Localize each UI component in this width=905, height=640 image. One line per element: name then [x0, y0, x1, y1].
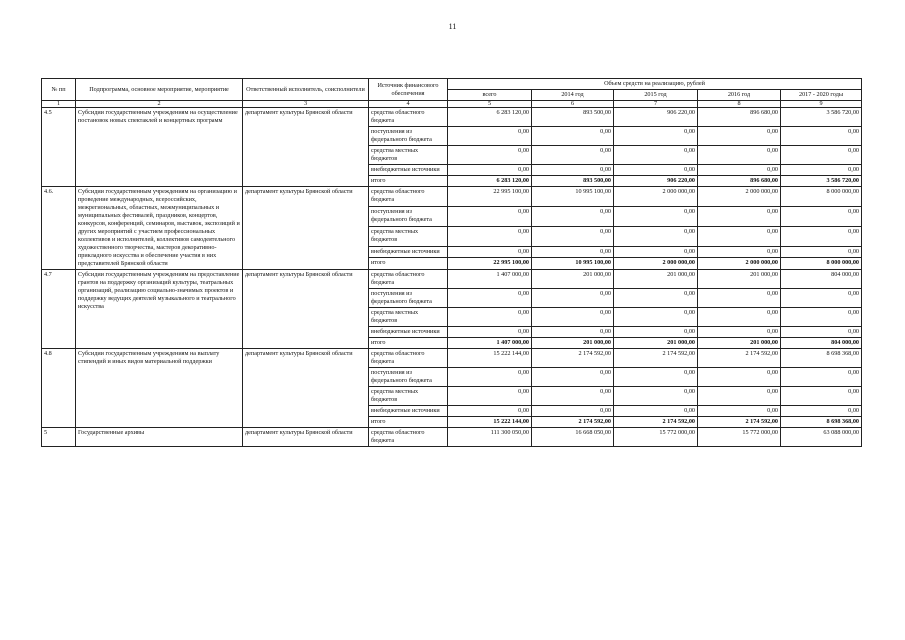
column-number-row [42, 101, 862, 108]
funding-source: средства местных бюджетов [369, 226, 448, 246]
amount-cell: 201 000,00 [614, 338, 698, 349]
amount-cell: 8 698 368,00 [781, 417, 862, 428]
header-row-1 [42, 79, 862, 90]
funding-source: поступления из федерального бюджета [369, 206, 448, 226]
amount-cell: 0,00 [614, 165, 698, 176]
executor: департамент культуры Брянской области [243, 349, 369, 428]
amount-cell: 0,00 [448, 146, 532, 165]
amount-cell: 0,00 [614, 387, 698, 406]
amount-cell: 201 000,00 [698, 338, 781, 349]
amount-cell: 2 000 000,00 [614, 258, 698, 270]
amount-cell: 0,00 [448, 206, 532, 226]
funding-source: средства областного бюджета [369, 108, 448, 127]
executor: департамент культуры Брянской области [243, 428, 369, 447]
amount-cell: 0,00 [448, 226, 532, 246]
amount-cell: 0,00 [532, 127, 614, 146]
amount-cell: 804 000,00 [781, 270, 862, 289]
amount-cell: 111 300 050,00 [448, 428, 532, 447]
amount-cell: 0,00 [781, 387, 862, 406]
activity-name: Субсидии государственным учреждениям на выплату стипендий и иных видов материальной поддержки [76, 349, 243, 428]
amount-cell: 0,00 [698, 327, 781, 338]
budget-table [41, 78, 862, 447]
amount-cell: 0,00 [698, 387, 781, 406]
amount-cell: 0,00 [614, 368, 698, 387]
amount-cell: 0,00 [781, 406, 862, 417]
amount-cell: 2 174 592,00 [532, 349, 614, 368]
amount-cell: 2 000 000,00 [614, 187, 698, 207]
funding-source: средства областного бюджета [369, 270, 448, 289]
amount-cell: 896 680,00 [698, 108, 781, 127]
amount-cell: 0,00 [698, 406, 781, 417]
amount-cell: 1 407 000,00 [448, 270, 532, 289]
header-source: Источник финансового обеспечения [369, 79, 448, 101]
amount-cell: 0,00 [448, 289, 532, 308]
amount-cell: 0,00 [614, 206, 698, 226]
amount-cell: 15 772 000,00 [614, 428, 698, 447]
amount-cell: 0,00 [698, 308, 781, 327]
amount-cell: 0,00 [448, 246, 532, 258]
table-body [42, 108, 862, 447]
row-number: 4.7 [42, 270, 76, 349]
amount-cell: 0,00 [532, 165, 614, 176]
amount-cell: 0,00 [614, 406, 698, 417]
amount-cell: 1 407 000,00 [448, 338, 532, 349]
amount-cell: 0,00 [781, 165, 862, 176]
amount-cell: 8 000 000,00 [781, 258, 862, 270]
amount-cell: 0,00 [532, 387, 614, 406]
amount-cell: 0,00 [532, 289, 614, 308]
amount-cell: 0,00 [698, 226, 781, 246]
amount-cell: 0,00 [698, 206, 781, 226]
amount-cell: 0,00 [781, 327, 862, 338]
column-number: 2 [76, 101, 243, 108]
amount-cell: 0,00 [614, 226, 698, 246]
amount-cell: 22 995 100,00 [448, 258, 532, 270]
amount-cell: 0,00 [698, 165, 781, 176]
funding-source: итого [369, 176, 448, 187]
amount-cell: 6 283 120,00 [448, 176, 532, 187]
amount-cell: 0,00 [532, 246, 614, 258]
amount-cell: 896 680,00 [698, 176, 781, 187]
amount-cell: 15 222 144,00 [448, 417, 532, 428]
amount-cell: 0,00 [448, 165, 532, 176]
amount-cell: 0,00 [698, 246, 781, 258]
funding-source: внебюджетные источники [369, 165, 448, 176]
header-total: всего [448, 90, 532, 101]
amount-cell: 10 995 100,00 [532, 187, 614, 207]
header-2017-2020: 2017 - 2020 годы [781, 90, 862, 101]
column-number: 3 [243, 101, 369, 108]
amount-cell: 10 995 100,00 [532, 258, 614, 270]
funding-source: внебюджетные источники [369, 406, 448, 417]
row-number: 4.6. [42, 187, 76, 270]
column-number: 5 [448, 101, 532, 108]
amount-cell: 201 000,00 [614, 270, 698, 289]
amount-cell: 0,00 [614, 289, 698, 308]
amount-cell: 63 088 000,00 [781, 428, 862, 447]
amount-cell: 0,00 [781, 289, 862, 308]
funding-source: средства областного бюджета [369, 428, 448, 447]
column-number: 6 [532, 101, 614, 108]
amount-cell: 0,00 [781, 308, 862, 327]
amount-cell: 893 500,00 [532, 176, 614, 187]
amount-cell: 0,00 [532, 406, 614, 417]
amount-cell: 3 586 720,00 [781, 108, 862, 127]
amount-cell: 8 698 368,00 [781, 349, 862, 368]
funding-source: поступления из федерального бюджета [369, 368, 448, 387]
amount-cell: 2 174 592,00 [532, 417, 614, 428]
header-2014: 2014 год [532, 90, 614, 101]
amount-cell: 0,00 [781, 127, 862, 146]
activity-name: Государственные архивы [76, 428, 243, 447]
funding-source: внебюджетные источники [369, 246, 448, 258]
amount-cell: 0,00 [448, 127, 532, 146]
column-number: 8 [698, 101, 781, 108]
amount-cell: 0,00 [698, 146, 781, 165]
amount-cell: 201 000,00 [698, 270, 781, 289]
amount-cell: 2 174 592,00 [698, 417, 781, 428]
amount-cell: 0,00 [448, 327, 532, 338]
amount-cell: 0,00 [614, 146, 698, 165]
amount-cell: 22 995 100,00 [448, 187, 532, 207]
table-row [42, 108, 862, 127]
header-2016: 2016 год [698, 90, 781, 101]
amount-cell: 15 772 000,00 [698, 428, 781, 447]
funding-source: поступления из федерального бюджета [369, 289, 448, 308]
funding-source: средства местных бюджетов [369, 387, 448, 406]
amount-cell: 0,00 [614, 327, 698, 338]
amount-cell: 0,00 [448, 308, 532, 327]
amount-cell: 0,00 [781, 206, 862, 226]
amount-cell: 804 000,00 [781, 338, 862, 349]
amount-cell: 0,00 [448, 387, 532, 406]
funding-source: средства областного бюджета [369, 349, 448, 368]
amount-cell: 0,00 [448, 406, 532, 417]
amount-cell: 0,00 [698, 368, 781, 387]
amount-cell: 3 586 720,00 [781, 176, 862, 187]
funding-source: средства областного бюджета [369, 187, 448, 207]
header-program: Подпрограмма, основное мероприятие, мероприятие [76, 79, 243, 101]
amount-cell: 0,00 [448, 368, 532, 387]
table-row [42, 270, 862, 289]
amount-cell: 15 222 144,00 [448, 349, 532, 368]
amount-cell: 0,00 [781, 246, 862, 258]
amount-cell: 0,00 [532, 226, 614, 246]
amount-cell: 906 220,00 [614, 176, 698, 187]
row-number: 5 [42, 428, 76, 447]
amount-cell: 906 220,00 [614, 108, 698, 127]
amount-cell: 0,00 [698, 289, 781, 308]
amount-cell: 893 500,00 [532, 108, 614, 127]
amount-cell: 2 174 592,00 [698, 349, 781, 368]
amount-cell: 0,00 [614, 127, 698, 146]
header-volume: Объем средств на реализацию, рублей [448, 79, 862, 90]
funding-source: итого [369, 417, 448, 428]
funding-source: внебюджетные источники [369, 327, 448, 338]
executor: департамент культуры Брянской области [243, 108, 369, 187]
row-number: 4.5 [42, 108, 76, 187]
funding-source: итого [369, 338, 448, 349]
header-executor: Ответственный исполнитель, соисполнители [243, 79, 369, 101]
amount-cell: 2 000 000,00 [698, 187, 781, 207]
table-row [42, 349, 862, 368]
executor: департамент культуры Брянской области [243, 270, 369, 349]
amount-cell: 0,00 [532, 146, 614, 165]
column-number: 1 [42, 101, 76, 108]
table-row [42, 187, 862, 207]
amount-cell: 0,00 [781, 226, 862, 246]
funding-source: поступления из федерального бюджета [369, 127, 448, 146]
row-number: 4.8 [42, 349, 76, 428]
activity-name: Субсидии государственным учреждениям на организацию и проведение международных, всероссийских, межрегиональных, областных, межмуниципальных и муниципальных фестивалей, праздников, концертов, конкурсов, конференций, семинаров, выставок, экспозиций и других мероприятий с участием профессиональных коллективов и исполнителей, коллективов самодеятельного художественного творчества, мастеров декоративно-прикладного искусства и обеспечение участия в них представителей Брянской области [76, 187, 243, 270]
amount-cell: 2 174 592,00 [614, 349, 698, 368]
amount-cell: 0,00 [781, 146, 862, 165]
activity-name: Субсидии государственным учреждениям на предоставление грантов на поддержку организаций культуры, театральных организаций, реализацию социально-значимых проектов и поддержку ведущих деятелей музыкального и театрального искусства [76, 270, 243, 349]
amount-cell: 16 668 050,00 [532, 428, 614, 447]
funding-source: средства местных бюджетов [369, 146, 448, 165]
amount-cell: 0,00 [532, 308, 614, 327]
amount-cell: 0,00 [532, 206, 614, 226]
page-number: 11 [448, 22, 457, 31]
amount-cell: 0,00 [614, 246, 698, 258]
amount-cell: 0,00 [698, 127, 781, 146]
amount-cell: 8 000 000,00 [781, 187, 862, 207]
header-2015: 2015 год [614, 90, 698, 101]
executor: департамент культуры Брянской области [243, 187, 369, 270]
amount-cell: 6 283 120,00 [448, 108, 532, 127]
funding-source: итого [369, 258, 448, 270]
table-row [42, 428, 862, 447]
amount-cell: 201 000,00 [532, 338, 614, 349]
funding-source: средства местных бюджетов [369, 308, 448, 327]
amount-cell: 2 174 592,00 [614, 417, 698, 428]
amount-cell: 0,00 [781, 368, 862, 387]
column-number: 7 [614, 101, 698, 108]
header-num: № пп [42, 79, 76, 101]
amount-cell: 2 000 000,00 [698, 258, 781, 270]
column-number: 9 [781, 101, 862, 108]
amount-cell: 0,00 [532, 368, 614, 387]
amount-cell: 201 000,00 [532, 270, 614, 289]
activity-name: Субсидии государственным учреждениям на осуществление постановок новых спектаклей и концертных программ [76, 108, 243, 187]
amount-cell: 0,00 [614, 308, 698, 327]
column-number: 4 [369, 101, 448, 108]
amount-cell: 0,00 [532, 327, 614, 338]
